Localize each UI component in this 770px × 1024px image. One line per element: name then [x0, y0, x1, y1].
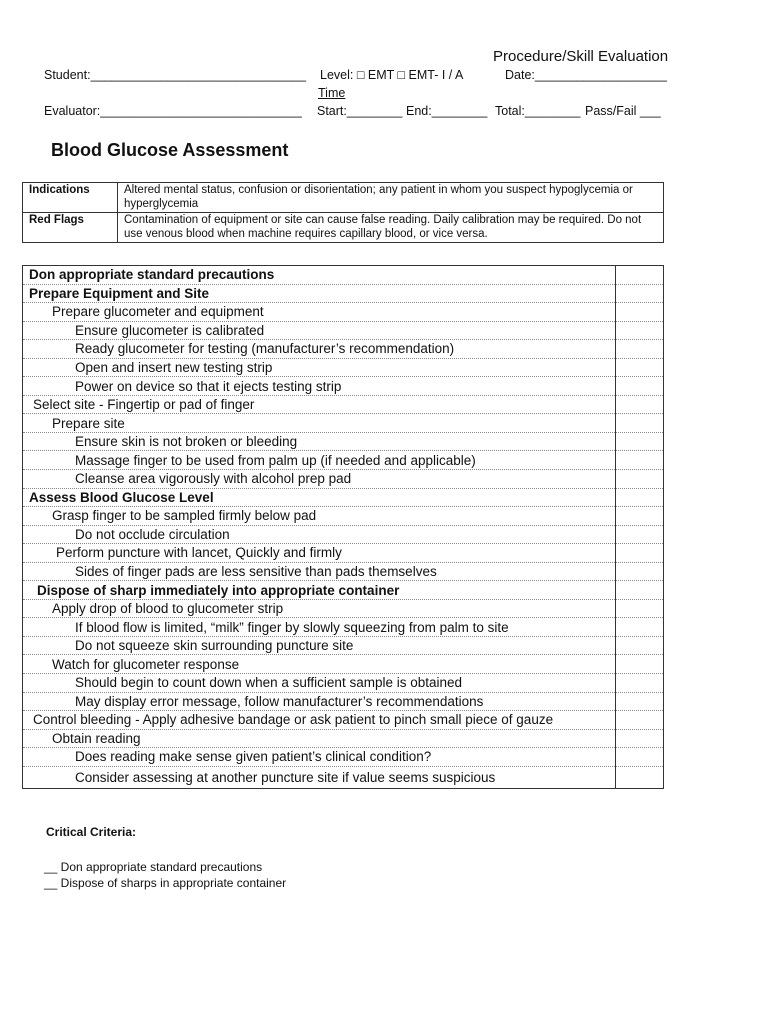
score-cell[interactable] [616, 692, 664, 711]
step-text: If blood flow is limited, “milk” finger by slowly squeezing from palm to site [23, 618, 616, 637]
score-cell[interactable] [616, 636, 664, 655]
table-row [23, 266, 664, 285]
table-row [23, 321, 664, 340]
table-row [23, 636, 664, 655]
table-row [23, 395, 664, 414]
score-cell[interactable] [616, 488, 664, 507]
step-text: Prepare glucometer and equipment [23, 303, 616, 322]
table-row [23, 507, 664, 526]
table-row [23, 358, 664, 377]
level-options[interactable]: Level: □ EMT □ EMT- I / A [320, 68, 464, 82]
step-text: Do not occlude circulation [23, 525, 616, 544]
score-cell[interactable] [616, 674, 664, 693]
table-row [23, 729, 664, 748]
step-text: Massage finger to be used from palm up (if needed and applicable) [23, 451, 616, 470]
critical-item[interactable]: __ Don appropriate standard precautions [44, 860, 263, 874]
evaluator-field[interactable]: Evaluator:_____________________________ [44, 104, 302, 118]
table-row [23, 766, 664, 788]
score-cell[interactable] [616, 599, 664, 618]
table-row [23, 674, 664, 693]
score-cell[interactable] [616, 748, 664, 767]
steps-table [22, 265, 664, 789]
step-text: Open and insert new testing strip [23, 358, 616, 377]
score-cell[interactable] [616, 377, 664, 396]
page-title: Blood Glucose Assessment [51, 140, 289, 160]
score-cell[interactable] [616, 266, 664, 285]
table-row [23, 340, 664, 359]
form-title: Procedure/Skill Evaluation [493, 48, 669, 65]
score-cell[interactable] [616, 303, 664, 322]
step-text: Prepare site [23, 414, 616, 433]
red-flags-row [23, 213, 664, 243]
score-cell[interactable] [616, 340, 664, 359]
critical-item[interactable]: __ Dispose of sharps in appropriate container [44, 876, 287, 890]
score-cell[interactable] [616, 766, 664, 788]
score-cell[interactable] [616, 729, 664, 748]
score-cell[interactable] [616, 470, 664, 489]
end-field[interactable]: End:________ [406, 104, 488, 118]
critical-criteria-title: Critical Criteria: [46, 825, 137, 839]
table-row [23, 414, 664, 433]
red-flags-text: Contamination of equipment or site can cause false reading. Daily calibration may be required. Do not use venous blood when machine requires capillary blood, or vice versa. [118, 213, 664, 243]
student-field[interactable]: Student:_______________________________ [44, 68, 307, 82]
table-row [23, 692, 664, 711]
step-text: Dispose of sharp immediately into appropriate container [23, 581, 616, 600]
table-row [23, 618, 664, 637]
score-cell[interactable] [616, 544, 664, 563]
table-row [23, 451, 664, 470]
step-text: Select site - Fingertip or pad of finger [23, 395, 616, 414]
table-row [23, 303, 664, 322]
total-field[interactable]: Total:________ [495, 104, 581, 118]
table-row [23, 748, 664, 767]
score-cell[interactable] [616, 525, 664, 544]
step-text: Power on device so that it ejects testing strip [23, 377, 616, 396]
step-text: Do not squeeze skin surrounding puncture site [23, 636, 616, 655]
step-text: Cleanse area vigorously with alcohol prep pad [23, 470, 616, 489]
score-cell[interactable] [616, 358, 664, 377]
table-row [23, 599, 664, 618]
score-cell[interactable] [616, 284, 664, 303]
score-cell[interactable] [616, 451, 664, 470]
step-text: Sides of finger pads are less sensitive than pads themselves [23, 562, 616, 581]
score-cell[interactable] [616, 581, 664, 600]
table-row [23, 525, 664, 544]
start-field[interactable]: Start:________ [317, 104, 403, 118]
step-text: Watch for glucometer response [23, 655, 616, 674]
step-text: Prepare Equipment and Site [23, 284, 616, 303]
table-row [23, 562, 664, 581]
indications-text: Altered mental status, confusion or disorientation; any patient in whom you suspect hypoglycemia or hyperglycemia [118, 183, 664, 213]
score-cell[interactable] [616, 321, 664, 340]
score-cell[interactable] [616, 711, 664, 730]
info-table [22, 182, 664, 243]
step-text: Grasp finger to be sampled firmly below pad [23, 507, 616, 526]
red-flags-label: Red Flags [23, 213, 118, 243]
score-cell[interactable] [616, 395, 664, 414]
time-label: Time [318, 86, 346, 100]
step-text: May display error message, follow manufacturer’s recommendations [23, 692, 616, 711]
step-text: Don appropriate standard precautions [23, 266, 616, 285]
step-text: Assess Blood Glucose Level [23, 488, 616, 507]
table-row [23, 432, 664, 451]
table-row [23, 544, 664, 563]
table-row [23, 655, 664, 674]
step-text: Obtain reading [23, 729, 616, 748]
score-cell[interactable] [616, 507, 664, 526]
step-text: Apply drop of blood to glucometer strip [23, 599, 616, 618]
score-cell[interactable] [616, 618, 664, 637]
date-field[interactable]: Date:___________________ [505, 68, 667, 82]
table-row [23, 470, 664, 489]
pass-fail-field[interactable]: Pass/Fail ___ [585, 104, 661, 118]
table-row [23, 581, 664, 600]
step-text: Control bleeding - Apply adhesive bandage or ask patient to pinch small piece of gauze [23, 711, 616, 730]
step-text: Ensure glucometer is calibrated [23, 321, 616, 340]
table-row [23, 284, 664, 303]
table-row [23, 711, 664, 730]
step-text: Perform puncture with lancet, Quickly and firmly [23, 544, 616, 563]
score-cell[interactable] [616, 655, 664, 674]
indications-label: Indications [23, 183, 118, 213]
score-cell[interactable] [616, 414, 664, 433]
table-row [23, 488, 664, 507]
step-text: Consider assessing at another puncture site if value seems suspicious [23, 766, 616, 788]
step-text: Ready glucometer for testing (manufacturer’s recommendation) [23, 340, 616, 359]
step-text: Does reading make sense given patient’s clinical condition? [23, 748, 616, 767]
step-text: Ensure skin is not broken or bleeding [23, 432, 616, 451]
score-cell[interactable] [616, 432, 664, 451]
indications-row [23, 183, 664, 213]
table-row [23, 377, 664, 396]
step-text: Should begin to count down when a sufficient sample is obtained [23, 674, 616, 693]
score-cell[interactable] [616, 562, 664, 581]
